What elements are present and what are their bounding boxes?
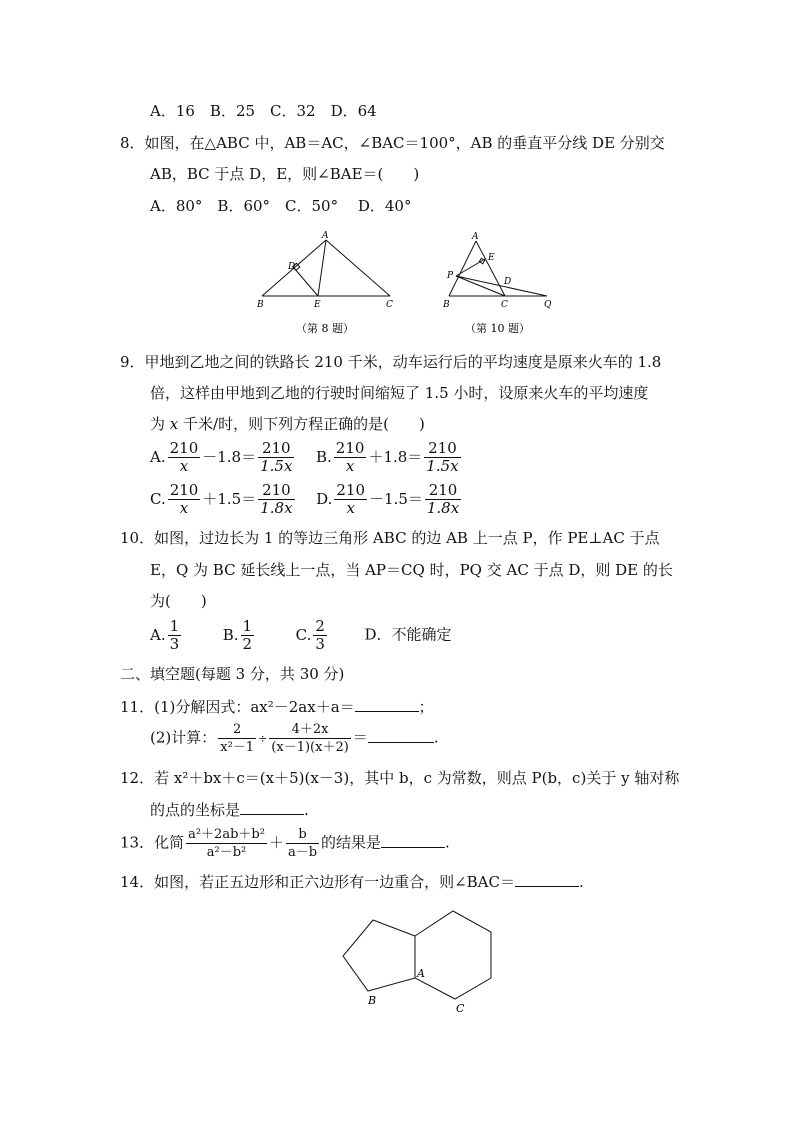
q14-pentagon — [343, 920, 415, 991]
q11-part2: (2)计算： $\frac{2}{\text{x²－1}}$ ÷ $\frac{4+2x}{(x-1)(x+2)}$ ＝ . — [150, 722, 439, 755]
q14-answer-blank[interactable] — [515, 872, 579, 887]
q10-text-line1: 10．如图，过边长为 1 的等边三角形 ABC 的边 AB 上一点 P，作 PE⊥AC 于点 — [120, 529, 660, 547]
q10-label-a: A — [472, 232, 479, 242]
q9-options-row1 — [150, 440, 463, 475]
q10-label-d: D — [504, 277, 512, 287]
q9-option-c: C. $\frac{210}{x}$ ＋1.5＝ $\frac{210}{1.8x}$ — [150, 481, 293, 517]
q10-label-e: E — [488, 253, 495, 263]
q8-label-d: D — [288, 262, 296, 272]
q13-text: 13．化简 $\frac{\text{a²＋2ab＋b²}}{\text{a²－b²}}$ ＋ $\frac{b}{a-b}$ 的结果是 . — [120, 827, 450, 860]
q9-text-line1: 9．甲地到乙地之间的铁路长 210 千米，动车运行后的平均速度是原来火车的 1.8 — [120, 353, 662, 371]
q10-text-line3: 为( ) — [150, 592, 207, 610]
q10-label-b: B — [443, 300, 450, 310]
q12-text-line1: 12．若 x²＋bx＋c＝(x＋5)(x－3)，其中 b，c 为常数，则点 P(b，c)关于 y 轴对称 — [120, 769, 680, 787]
q9-option-b: B. $\frac{210}{x}$ ＋1.8＝ $\frac{210}{1.5x}$ — [316, 439, 459, 475]
q10-options — [150, 618, 451, 653]
q14-label-c: C — [456, 1002, 465, 1015]
q9-options-row2 — [150, 482, 463, 517]
q13-answer-blank[interactable] — [381, 833, 445, 848]
q11-part1: 11．(1)分解因式：ax²－2ax＋a＝ ； — [120, 698, 434, 716]
q8-line-ae — [318, 240, 326, 296]
q8-side-ac — [326, 240, 390, 296]
q8-options: A．80° B．60° C．50° D．40° — [150, 197, 412, 215]
q8-text-line1: 8．如图，在△ABC 中，AB＝AC，∠BAC＝100°，AB 的垂直平分线 DE 分别交 — [120, 134, 665, 152]
q10-option-d: D．不能确定 — [364, 625, 452, 644]
q10-side-ac — [476, 241, 505, 296]
q14-figure — [335, 902, 505, 1022]
q12-answer-blank[interactable] — [240, 800, 304, 815]
q8-line-de — [294, 268, 318, 296]
q10-label-c: C — [501, 300, 508, 310]
q12-text-line2: 的点的坐标是 . — [150, 801, 309, 819]
q9-option-d: D. $\frac{210}{x}$ －1.5＝ $\frac{210}{1.8x}$ — [316, 481, 460, 517]
q10-line-pe — [456, 259, 485, 276]
q14-label-b: B — [368, 994, 377, 1007]
q7-options: A．16 B．25 C．32 D．64 — [150, 102, 377, 120]
q10-label-q: Q — [544, 300, 552, 310]
q10-caption: （第 10 题） — [465, 322, 530, 335]
q10-option-c: C. $\frac{2}{3}$ — [295, 617, 325, 653]
q14-text: 14．如图，若正五边形和正六边形有一边重合，则∠BAC＝ . — [120, 873, 584, 891]
q10-side-ab — [449, 241, 476, 296]
q14-label-a: A — [417, 967, 425, 980]
q8-label-e: E — [314, 300, 321, 310]
q8-label-c: C — [386, 300, 393, 310]
q10-line-pc — [456, 276, 505, 296]
q11-part1-answer-blank[interactable] — [355, 697, 419, 712]
q10-figure — [435, 228, 565, 340]
q14-hexagon — [415, 911, 491, 999]
q8-label-a: A — [322, 231, 329, 241]
q8-label-b: B — [257, 300, 264, 310]
q10-option-b: B. $\frac{1}{2}$ — [222, 617, 253, 653]
q11-part2-answer-blank[interactable] — [368, 728, 434, 743]
q10-line-pq — [456, 276, 547, 296]
q10-option-a: A. $\frac{1}{3}$ — [150, 617, 180, 653]
section-heading-fill-in: 二、填空题(每题 3 分，共 30 分) — [120, 665, 345, 683]
q10-label-p: P — [447, 271, 454, 281]
q10-text-line2: E，Q 为 BC 延长线上一点，当 AP＝CQ 时，PQ 交 AC 于点 D，则 DE 的长 — [150, 561, 673, 579]
q9-text-line3: 为 x 千米/时，则下列方程正确的是( ) — [150, 415, 425, 433]
q9-option-a: A. $\frac{210}{x}$ －1.8＝ $\frac{210}{1.5x}$ — [150, 439, 293, 475]
q8-caption: （第 8 题） — [296, 322, 354, 335]
q8-text-line2: AB，BC 于点 D，E，则∠BAE＝( ) — [150, 165, 420, 183]
q8-figure — [250, 228, 410, 340]
q9-text-line2: 倍，这样由甲地到乙地的行驶时间缩短了 1.5 小时，设原来火车的平均速度 — [150, 384, 649, 402]
